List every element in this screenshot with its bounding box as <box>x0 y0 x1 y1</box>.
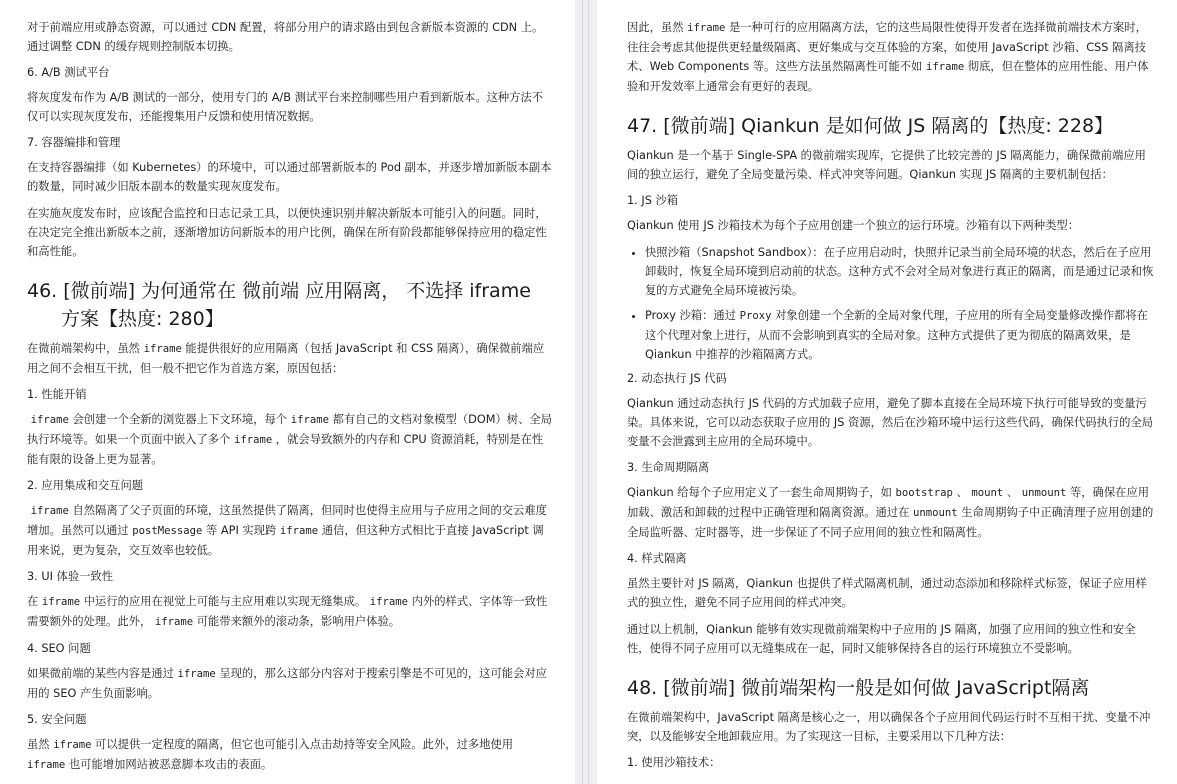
paragraph: 在微前端架构中，JavaScript 隔离是核心之一，用以确保各个子应用间代码运行时不互相干扰、变量不冲突，以及能够安全地卸载应用。为了实现这一目标，主要采用以下几种方法： <box>627 711 1151 743</box>
inline-code: mount <box>971 487 1004 499</box>
paragraph: 如果微前端的某些内容是通过 iframe 呈现的，那么这部分内容对于搜索引擎是不可见的，这可能会对应用的 SEO 产生负面影响。 <box>27 667 547 700</box>
inline-code: iframe <box>687 22 726 34</box>
paragraph: 在实施灰度发布时，应该配合监控和日志记录工具，以便快速识别并解决新版本可能引入的问题。同时，在决定完全推出新版本之前，逐渐增加访问新版本的用户比例，确保在所有阶段都能够保持应用的稳定性和高性能。 <box>27 207 547 258</box>
list-item-heading: 2. 动态执行 JS 代码 <box>627 372 727 385</box>
section-heading-47: 47. [微前端] Qiankun 是如何做 JS 隔离的【热度: 228】 <box>627 115 1114 137</box>
list-item-heading: 4. SEO 问题 <box>27 642 91 655</box>
paragraph: 虽然 iframe 可以提供一定程度的隔离，但它也可能引入点击劫持等安全风险。此外，过多地使用 iframe 也可能增加网站被恶意脚本攻击的表面。 <box>27 738 514 771</box>
paragraph: Qiankun 使用 JS 沙箱技术为每个子应用创建一个独立的运行环境。沙箱有以下两种类型： <box>627 219 1079 232</box>
list-item-heading: 7. 容器编排和管理 <box>27 136 121 149</box>
list-item-heading: 5. 安全问题 <box>27 713 87 726</box>
paragraph: 因此，虽然 iframe 是一种可行的应用隔离方法，它的这些局限性使得开发者在选择微前端技术方案时，往往会考虑其他提供更轻量级隔离、更好集成与交互体验的方案，如使用 JavaScript 沙箱、CSS 隔离技术、Web Components 等。这些方法虽然隔离性可能不如 iframe 彻底，但在整体的应用性能、用户体验和开发效率上通常会有更好的表现。 <box>627 21 1149 93</box>
inline-code: iframe <box>279 525 319 537</box>
inline-code: iframe <box>30 414 69 426</box>
list-item: • Proxy 沙箱：通过 Proxy 对象创建一个全新的全局对象代理，子应用的所有全局变量修改操作都将在这个代理对象上进行，从而不会影响到真实的全局对象。这种方式提供了更为彻底的隔离效果，是 Qiankun 中推荐的沙箱隔离方式。 <box>645 306 1155 364</box>
paragraph: iframe 自然隔离了父子页面的环境，这虽然提供了隔离，但同时也使得主应用与子应用之间的交云难度增加。虽然可以通过 postMessage 等 API 实现跨 iframe 通信，但这种方式相比于直接 JavaScript 调用来说，更为复杂，交互效率也较低。 <box>27 504 547 557</box>
paragraph: 虽然主要针对 JS 隔离，Qiankun 也提供了样式隔离机制，通过动态添加和移除样式标签，保证子应用样式的独立性，避免不同子应用间的样式冲突。 <box>627 577 1147 609</box>
inline-code: iframe <box>41 596 81 608</box>
inline-code: bootstrap <box>895 487 953 499</box>
inline-code: iframe <box>154 616 194 628</box>
inline-code: unmount <box>1021 487 1067 499</box>
page-divider <box>575 0 597 784</box>
paragraph: Qiankun 给每个子应用定义了一套生命周期钩子，如 bootstrap 、 mount 、 unmount 等，确保在应用加载、激活和卸载的过程中正确管理和隔离资源。通过在 unmount 生命周期钩子中正确清理子应用创建的全局监听器、定时器等，进一步保证了不同子应用间的独立性和隔离性。 <box>627 486 1154 539</box>
paragraph: Qiankun 是一个基于 Single-SPA 的微前端实现库，它提供了比较完善的 JS 隔离能力，确保微前端应用间的独立运行，避免了全局变量污染、样式冲突等问题。Qiankun 实现 JS 隔离的主要机制包括： <box>627 149 1146 181</box>
paragraph: 通过以上机制，Qiankun 能够有效实现微前端架构中子应用的 JS 隔离，加强了应用间的独立性和安全性，使得不同子应用可以无缝集成在一起，同时又能够保持各自的运行环境独立不受影响。 <box>627 623 1136 655</box>
inline-code: iframe <box>177 668 216 680</box>
inline-code: iframe <box>925 61 965 73</box>
paragraph: iframe 会创建一个全新的浏览器上下文环境，每个 iframe 都有自己的文档对象模型（DOM）树、全局执行环境等。如果一个页面中嵌入了多个 iframe ，就会导致额外的内存和 CPU 资源消耗，特别是在性能有限的设备上更为显著。 <box>27 413 552 466</box>
paragraph: 将灰度发布作为 A/B 测试的一部分，使用专门的 A/B 测试平台来控制哪些用户看到新版本。这种方法不仅可以实现灰度发布，还能搜集用户反馈和使用情况数据。 <box>27 91 544 123</box>
paragraph: 对于前端应用或静态资源，可以通过 CDN 配置，将部分用户的请求路由到包含新版本资源的 CDN 上。通过调整 CDN 的缓存规则控制版本切换。 <box>27 21 544 53</box>
paragraph: Qiankun 通过动态执行 JS 代码的方式加载子应用，避免了脚本直接在全局环境下执行可能导致的变量污染。具体来说，它可以动态获取子应用的 JS 资源，然后在沙箱环境中运行这些代码，确保代码执行的全局变量不会泄露到主应用的全局环境中。 <box>627 397 1154 448</box>
bullet-list <box>627 243 1155 364</box>
inline-code: unmount <box>913 507 958 519</box>
list-item-heading: 1. JS 沙箱 <box>627 194 679 207</box>
inline-code: iframe <box>53 739 92 751</box>
list-item-heading: 6. A/B 测试平台 <box>27 66 110 79</box>
section-heading-46: 46. [微前端] 为何通常在 微前端 应用隔离， 不选择 iframe 方案【热度: 280】 <box>27 280 531 330</box>
paragraph: 在微前端架构中，虽然 iframe 能提供很好的应用隔离（包括 JavaScript 和 CSS 隔离），确保微前端应用之间不会相互干扰，但一般不把它作为首选方案，原因包括： <box>27 342 545 375</box>
inline-code: iframe <box>233 434 273 446</box>
inline-code: postMessage <box>132 525 203 537</box>
right-page <box>597 0 1177 784</box>
list-item-heading: 3. 生命周期隔离 <box>627 461 710 474</box>
list-item-heading: 4. 样式隔离 <box>627 552 687 565</box>
inline-code: iframe <box>369 596 409 608</box>
list-item-heading: 3. UI 体验一致性 <box>27 570 114 583</box>
inline-code: iframe <box>30 505 69 517</box>
paragraph: 在支持容器编排（如 Kubernetes）的环境中，可以通过部署新版本的 Pod 副本，并逐步增加新版本副本的数量，同时减少旧版本副本的数量实现灰度发布。 <box>27 161 552 193</box>
inline-code: iframe <box>143 343 182 355</box>
left-page <box>0 0 575 784</box>
list-item-heading: 1. 使用沙箱技术： <box>627 756 721 769</box>
paragraph: 在 iframe 中运行的应用在视觉上可能与主应用难以实现无缝集成。 iframe 内外的样式、字体等一致性需要额外的处理。此外， iframe 可能带来额外的滚动条，影响用户体验。 <box>27 595 548 628</box>
list-item-heading: 1. 性能开销 <box>27 388 87 401</box>
list-item: • 快照沙箱（Snapshot Sandbox）：在子应用启动时，快照并记录当前全局环境的状态，然后在子应用卸载时，恢复全局环境到启动前的状态。这种方式不会对全局对象进行真正的隔离，而是通过记录和恢复的方式避免全局环境被污染。 <box>645 243 1155 300</box>
inline-code: iframe <box>290 414 329 426</box>
section-heading-48: 48. [微前端] 微前端架构一般是如何做 JavaScript隔离 <box>627 677 1090 699</box>
inline-code: Proxy <box>739 310 772 322</box>
inline-code: iframe <box>27 759 66 771</box>
list-item-heading: 2. 应用集成和交互问题 <box>27 479 144 492</box>
